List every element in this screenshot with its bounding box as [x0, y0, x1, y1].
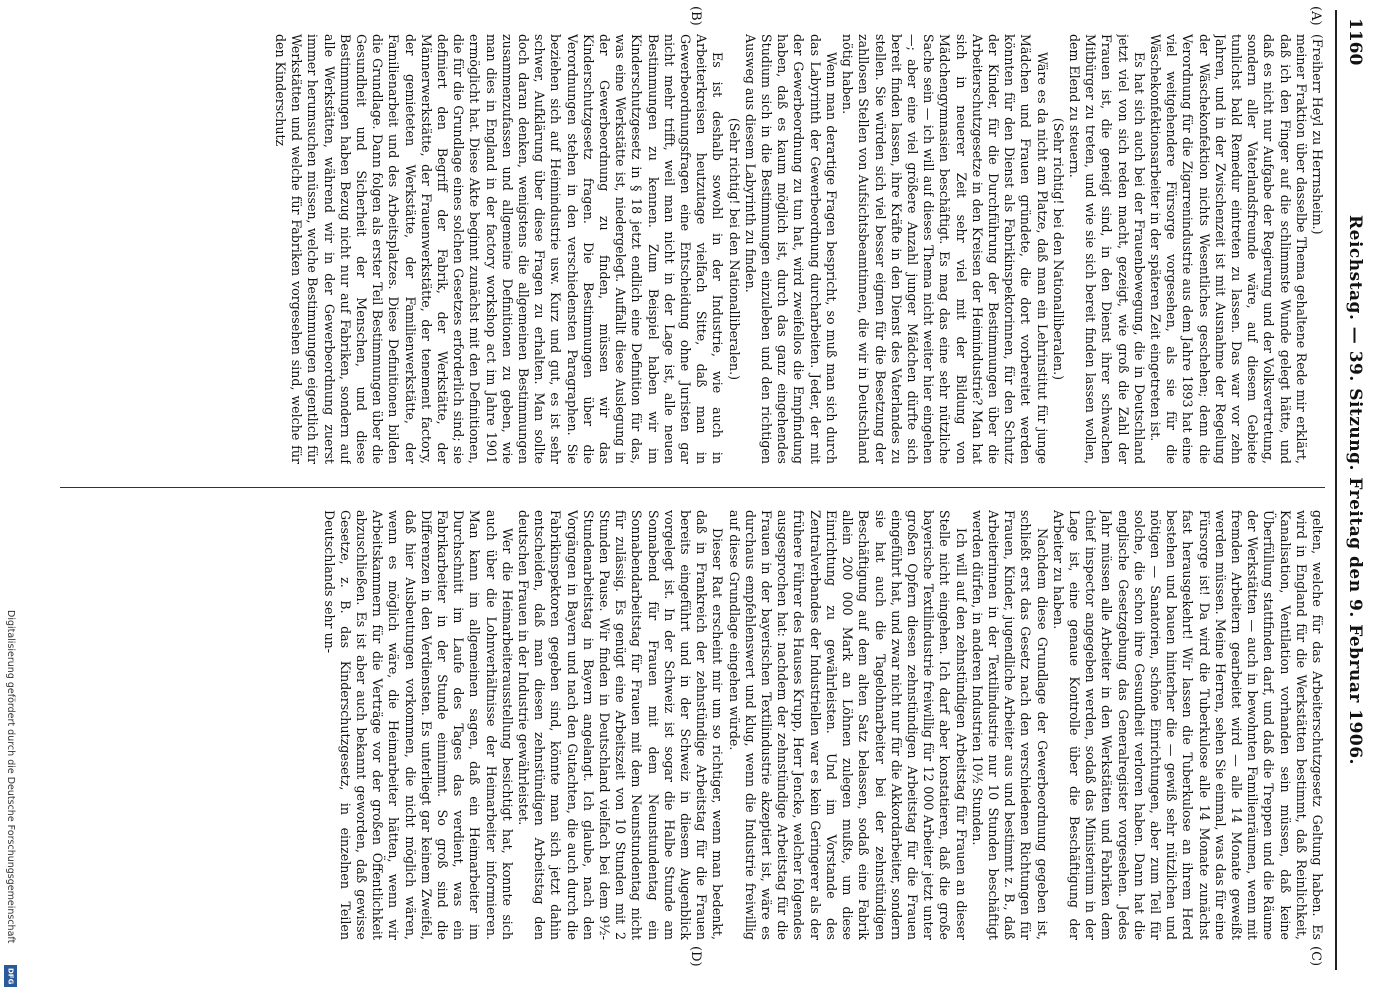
paragraph: Wer die Heimarbeiterausstellung besichtigt hat, konnte sich auch über die Lohnverhältnisse der Heimarbeiter informieren. Man kann im allgemeinen sagen, daß ein Heimarbeiter im Durchschnitt im Laufe des Tages das verdient, was ein Fabrikarbeiter in der Stunde einnimmt. So groß sind die Differenzen in den Verdiensten. Es unterliegt gar keinem Zweifel, daß hier Ausbeutungen vorkommen, die nicht möglich wären, wenn es möglich wäre, die Heimarbeiter hätten, wenn wir Arbeitskammern für die Verträge vor der großen Öffentlichkeit abzuschließen. Es ist aber auch bekannt geworden, daß gewisse Gesetze, z. B. das Kinderschutzgesetz, in einzelnen Teilen Deutschlands sehr un-: [321, 510, 515, 940]
paragraph: Es hat sich auch bei der Frauenbewegung, die in Deutschland jetzt viel von sich reden macht, gezeigt, wie groß die Zahl der Frauen ist, die geneigt sind, in den Dienst ihrer schwachen Mitbürger zu treten, und wie sie sich bereit finden lassen wollen, dem Elend zu steuern.: [1066, 34, 1147, 464]
paragraph: Wenn man derartige Fragen bespricht, so muß man sich durch das Labyrinth der Gewerbeordnung durcharbeiten. Jeder, der mit der Gewerbeordnung zu tun hat, wird zweifellos die Empfindung haben, daß es kaum möglich ist, durch das ganz eingehendes Studium sich in die Bestimmungen einzuleben und den richtigen Ausweg aus diesem Labyrinth zu finden.: [742, 34, 839, 464]
page-title: Reichstag. — 39. Sitzung. Freitag den 9. Februar 1906.: [1345, 215, 1365, 765]
page-number: 1160: [1345, 18, 1365, 66]
margin-mark-c: (C): [1308, 946, 1323, 967]
paragraph: Nachdem diese Grundlage der Gewerbeordnung gegeben ist, schließt erst das Gesetz nach den verschiedenen Richtungen für Frauen, Kinder, jugendliche Arbeiter aus und bestimmt z. B., daß Arbeiterinnen in der Textilindustrie nur 10 Stunden beschäftigt werden dürfen, in anderen Industrien 10½ Stunden.: [969, 510, 1050, 940]
paragraph: Dieser Rat erscheint mir um so richtiger, wenn man bedenkt, daß in Frankreich der zehnstündige Arbeitstag für die Frauen bereits eingeführt und in der Schweiz in diesem Augenblick vorgelegt ist. In der Schweiz ist sogar die Halbe Stunde am Sonnabend für Frauen mit dem Neunstundentag ein Sonnabendarbeitstag für Frauen mit dem Neunstundentag nicht für zulässig. Es genügt eine Arbeitszeit von 10 Stunden mit 2 Stunden Pause. Wir finden in Deutschland vielfach bei dem 9½-Stundenarbeitstag in Bayern angelangt. Ich glaube, nach den Vorgängen in Bayern und nach den Gutachten, die auch durch die Fabrikinspektoren gegeben sind, könnte man sich jetzt dahin entscheiden, daß man diesen zehnstündigen Arbeitstag den deutschen Frauen in der Industrie gewährleistet.: [516, 510, 726, 940]
right-column: [52, 510, 1325, 940]
paragraph: (Sehr richtig! bei den Nationalliberalen.): [1050, 117, 1066, 381]
header-rule: [1335, 10, 1337, 970]
paragraph: Es ist deshalb sowohl in der Industrie, wie auch in Arbeiterkreisen heutzutage vielfach Sitte, daß man in Gewerbeordnungsfragen eine Entscheidung ohne Juristen gar nicht mehr trifft, weil man nicht in der Lage ist, alle neuen Bestimmungen zu kennen. Zum Beispiel haben wir im Kinderschutzgesetz in § 18 jetzt endlich eine Definition für das, was eine Werkstätte ist, niedergelegt. Auffallt diese Auslegung in der Gewerbeordnung zu finden, müssen wir das Kinderschutzgesetz fragen. Die Bestimmungen über die Verordnungen stehen in den verschiedensten Paragraphen. Sie beziehen sich auf Heimindustrie usw. Kurz und gut, es ist sehr schwer, Aufklärung über diese Fragen zu erhalten. Man sollte doch daran denken, wenigstens die allgemeinen Bestimmungen zusammenzufassen und allgemeine Definitionen zu geben, wie man dies in England in der factory workshop act im Jahre 1901 ermöglicht hat. Diese Akte beginnt zunächst mit den Definitionen, die für die Grundlage eines solchen Gesetzes erforderlich sind; sie definiert den Begriff der Fabrik, der Werkstätte, der Männerwerkstätte, der Frauenwerkstätte, der tenement factory, der gemieteten Werkstätte, der Familienwerkstätte, der Familienarbeit und des Arbeitsplatzes. Diese Definitionen bilden die Grundlage. Dann folgen als erster Teil Bestimmungen über die Gesundheit und Sicherheit der Menschen, und diese Bestimmungen haben Bezug nicht nur auf Fabriken, sondern auf alle Werkstätten, während wir in der Gewerbeordnung zuerst immer herumsuchen müssen, welche Bestimmungen eigentlich für Werkstätten und welche für Fabriken vorgesehen sind, welche für den Kinderschutz: [273, 34, 726, 464]
paragraph: Ich will auf den zehnstündigen Arbeitstag für Frauen an dieser Stelle nicht eingehen. Ich darf aber konstatieren, daß die große bayerische Textilindustrie freiwillig für 12 000 Arbeiter jetzt unter großen Opfern diesen zehnstündigen Arbeitstag für die Frauen eingeführt hat, und zwar nicht nur für die Akkordarbeiter, sondern sie hat auch die Tagelohnarbeiter bei der zehnstündigen Beschäftigung auf dem alten Satz belassen, sodaß eine Fabrik allein 200 000 Mark an Löhnen zulegen mußte, um diese Einrichtung zu gewährleisten. Und im Vorstande des Zentralverbandes der Industriellen war es kein Geringerer als der frühere Führer des Hauses Krupp, Herr Jencke, welcher folgendes ausgesprochen hat: nachdem der zehnstündige Arbeitstag für die Frauen in der bayerischen Textilindustrie akzeptiert ist, wäre es durchaus empfehlenswert und klug, wenn die Industrie freiwillig auf diese Grundlage eingehen würde.: [726, 510, 969, 940]
margin-mark-b: (B): [688, 6, 703, 26]
paragraph: Wäre es da nicht am Platze, daß man ein Lehrinstitut für junge Mädchen und Frauen gründete, die dort vorbereitet werden könnten für den Dienst als Fabrikinspektorinnen, für den Schutz der Kinder, für die Durchführung der Bestimmungen über die Arbeiterschutzgesetze in den Kreisen der Heimindustrie? Man hat sich in neuerer Zeit sehr viel mit der Bildung von Mädchengymnasien beschäftigt. Es mag das eine sehr nützliche Sache sein — ich will auf dieses Thema nicht weiter hier eingehen —; aber eine viel größere Anzahl junger Mädchen dürfte sich bereit finden lassen, ihre Kräfte in den Dienst des Vaterlandes zu stellen. Sie würden sich viel besser eignen für die Besetzung der zahllosen Stellen von Aufsichtsbeamtinnen, die wir in Deutschland nötig haben.: [840, 34, 1050, 464]
paragraph: meiner Fraktion über dasselbe Thema gehaltene Rede mir erklärt, daß ich den Finger auf die schlimmste Wunde gelegt hätte, und daß es nicht nur Aufgabe der Regierung und der Volksvertretung, sondern aller Vaterlandsfreunde wäre, auf diesem Gebiete tunlichst bald Remedur eintreten zu lassen. Das war vor zehn Jahren, und in der Zwischenzeit ist mit Ausnahme der Regelung der Wäschekonfektion nichts Wesentliches geschehen; denn die Verordnung für die Zigarrenindustrie aus dem Jahre 1893 hat eine viel weitgehendere Fürsorge vorgesehen, als sie für die Wäschekonfektionsarbeiter in der späteren Zeit eingetreten ist.: [1147, 34, 1309, 464]
paragraph: gelten, welche für das Arbeiterschutzgesetz Geltung haben. Es wird in England für die Werkstätten bestimmt, daß Reinlichkeit, Kanalisation, Ventilation vorhanden sein müssen, daß keine Überfüllung stattfinden darf, und daß die Treppen und die Räume der Werkstätten — auch in bewohnten Familienräumen, wenn mit fremden Arbeitern gearbeitet wird — alle 14 Monate geweißt werden müssen. Meine Herren, sehen Sie einmal, was das für eine Fürsorge ist! Da wird die Tuberkulose alle 14 Monate zunächst fast herausgekehrt! Wir lassen die Tuberkulose an ihrem Herd bestehen und bauen hinterher die — gewiß sehr nützlichen und nötigen — Sanatorien, schöne Einrichtungen, aber zum Teil für solche, die schon ihre Gesundheit verloren haben. Dann hat die englische Gesetzgebung das Generalregister vorgesehen. Jedes Jahr müssen alle Arbeiter in den Werkstätten und Fabriken dem chief inspector angegeben werden, sodaß das Ministerium in der Lage ist, eine genaue Kontrolle über die Beschäftigung der Arbeiter zu haben.: [1050, 510, 1325, 940]
margin-mark-d: (D): [688, 946, 703, 967]
page-header: [1339, 10, 1373, 970]
column-divider: [60, 487, 1325, 488]
credit-text: Digitalisierung gefördert durch die Deutsche Forschungsgemeinschaft: [5, 610, 16, 944]
left-column: [52, 34, 1325, 464]
paragraph: (Sehr richtig! bei den Nationalliberalen.): [726, 117, 742, 381]
margin-mark-a: (A): [1308, 6, 1323, 26]
dfg-logo: DFG: [4, 965, 17, 987]
paragraph: (Freiherr Heyl zu Herrnsheim.): [1310, 34, 1325, 235]
